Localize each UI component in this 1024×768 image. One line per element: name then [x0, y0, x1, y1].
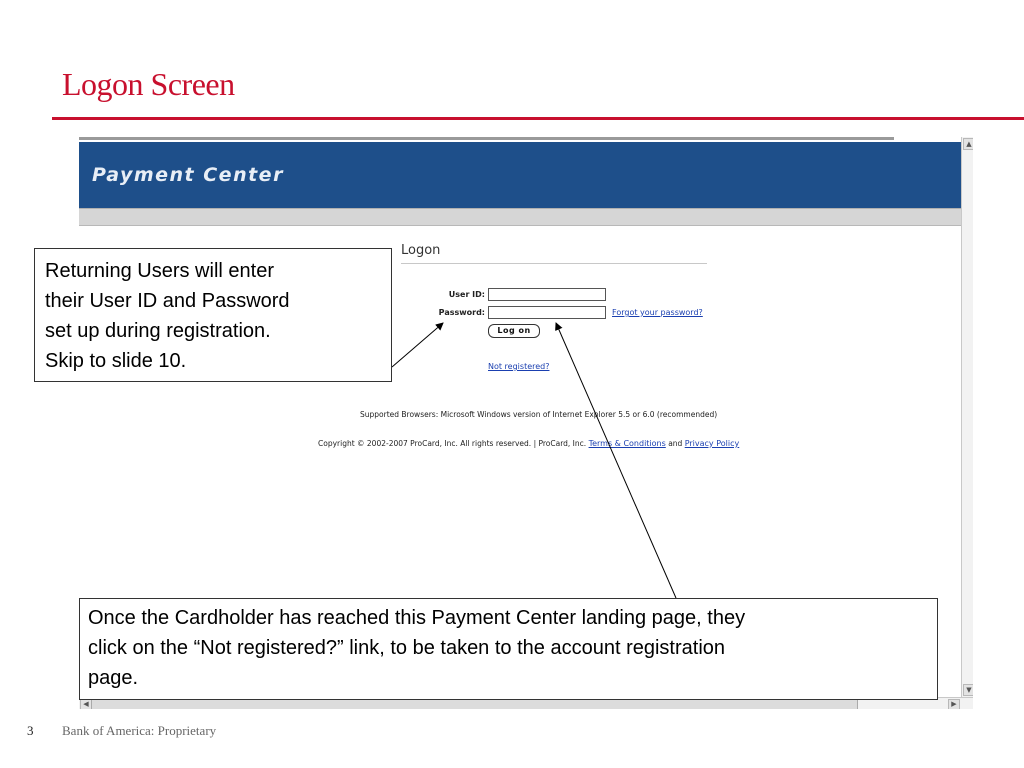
password-label: Password: — [438, 308, 485, 317]
page-number: 3 — [27, 723, 34, 738]
log-on-button[interactable]: Log on — [488, 324, 540, 338]
logon-heading: Logon — [401, 243, 441, 258]
slide-title: Logon Screen — [62, 66, 235, 102]
scroll-right-arrow-icon[interactable]: ▶ — [948, 699, 960, 709]
scroll-down-arrow-icon[interactable]: ▼ — [963, 684, 973, 696]
returning-users-callout — [34, 248, 392, 382]
banner-title: Payment Center — [92, 164, 284, 186]
cardholder-callout — [79, 598, 938, 700]
forgot-password-link[interactable]: Forgot your password? — [612, 308, 703, 317]
and-text: and — [668, 439, 683, 448]
supported-browsers-text: Supported Browsers: Microsoft Windows version of Internet Explorer 5.5 or 6.0 (recommended) — [360, 410, 718, 419]
cardholder-text: Once the Cardholder has reached this Payment Center landing page, they click on the “Not registered?” link, to be taken to the account registration page. — [88, 607, 746, 689]
returning-users-text: Returning Users will enter their User ID and Password set up during registration. Skip to slide 10. — [45, 260, 290, 372]
footer-text: Bank of America: Proprietary — [62, 723, 217, 738]
scroll-up-arrow-icon[interactable]: ▲ — [963, 138, 973, 150]
user-id-label: User ID: — [448, 290, 485, 299]
terms-conditions-link[interactable]: Terms & Conditions — [588, 439, 666, 448]
arrow-to-not-registered — [556, 323, 676, 598]
arrow-to-login-fields — [392, 323, 443, 367]
not-registered-link[interactable]: Not registered? — [488, 362, 550, 371]
privacy-policy-link[interactable]: Privacy Policy — [684, 439, 740, 448]
scroll-left-arrow-icon[interactable]: ◀ — [80, 699, 92, 709]
copyright-text: Copyright © 2002-2007 ProCard, Inc. All rights reserved. | ProCard, Inc. — [318, 439, 587, 448]
